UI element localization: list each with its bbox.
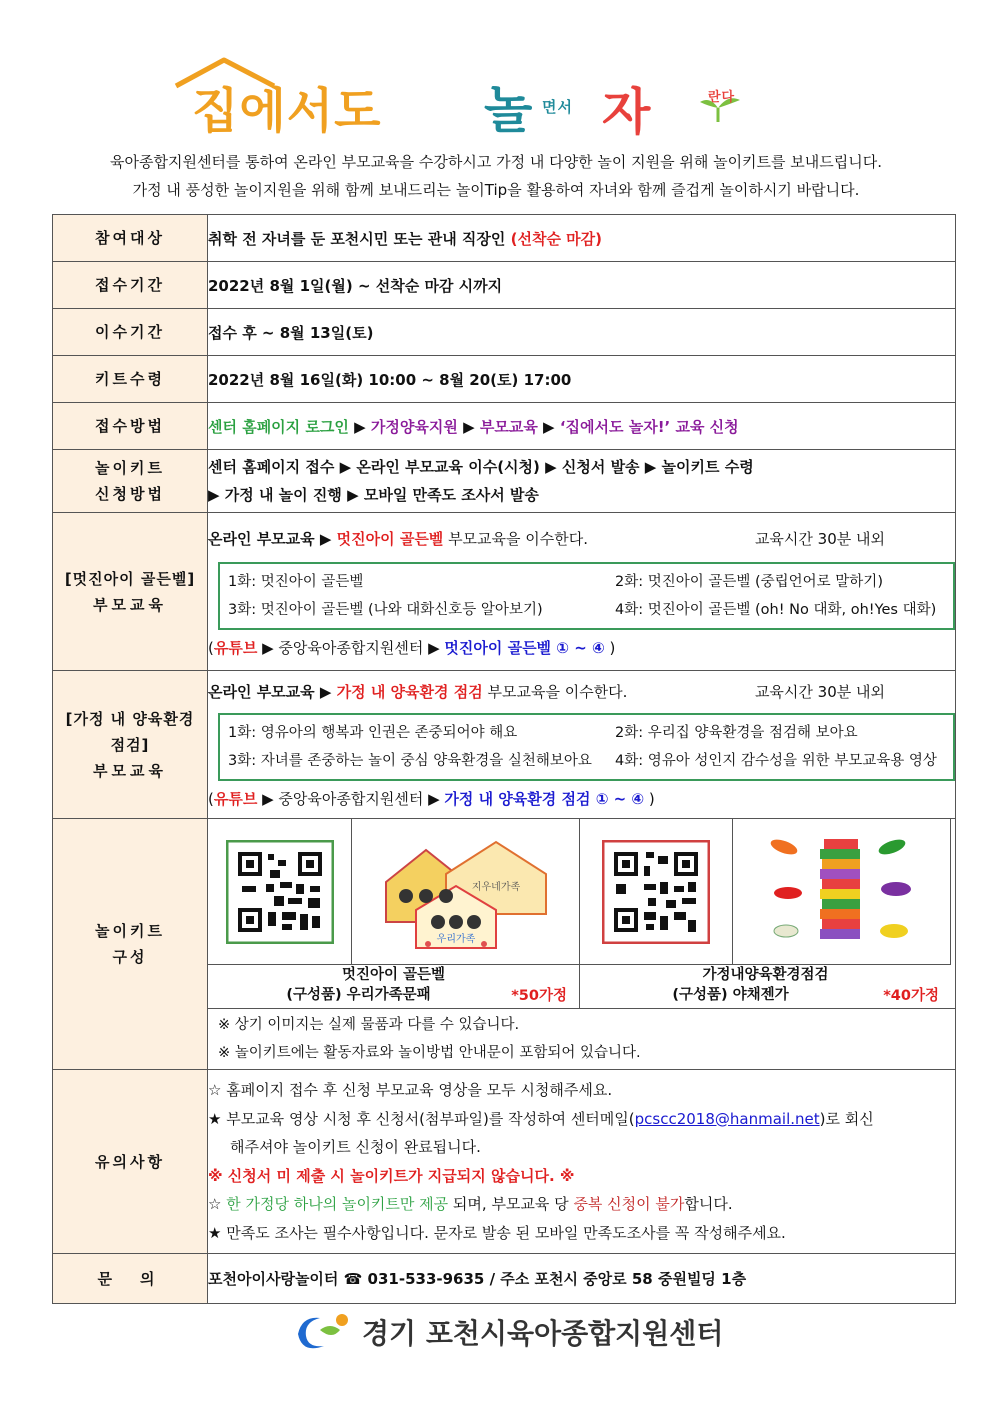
caution-4c: 되며, 부모교육 당	[448, 1195, 574, 1213]
caution-2a: ★ 부모교육 영상 시청 후 신청서(첨부파일)를 작성하여 센터메일(	[208, 1109, 635, 1128]
family-plaque-icon	[376, 832, 556, 952]
kit2-name: 가정내양육환경점검	[702, 967, 829, 983]
center-name: 경기 포천시육아종합지원센터	[362, 1317, 724, 1350]
label-apply-line1: 놀이키트	[95, 459, 165, 477]
edu2-session-1: 1화: 영유아의 행복과 인권은 존중되어야 해요	[228, 724, 518, 741]
footer	[0, 1304, 992, 1354]
center-email-link[interactable]: pcscc2018@hanmail.net	[634, 1109, 820, 1128]
kit2-quantity: *40가정	[883, 988, 939, 1004]
value-complete-period: 접수 후 ~ 8월 13일(토)	[208, 309, 956, 356]
label-target: 참여대상	[53, 215, 208, 262]
caution-4b: 한 가정당 하나의 놀이키트만 제공	[226, 1195, 449, 1213]
intro-line-2: 가정 내 풍성한 놀이지원을 위해 함께 보내드리는 놀이Tip을 활용하여 자녀와 함께 즐겁게 놀이하시기 바랍니다.	[132, 181, 860, 199]
label-kit-line2: 구성	[112, 948, 148, 966]
label-edu2	[53, 671, 208, 819]
plaque-family-name-text: 지우네가족	[471, 881, 520, 893]
edu2-session-4: 4화: 영유아 성인지 감수성을 위한 부모교육용 영상	[615, 752, 937, 769]
logo-text-part2-small: 면서	[542, 98, 573, 116]
value-edu1	[208, 513, 956, 671]
center-logo-icon	[290, 1308, 354, 1352]
kit2-item: (구성품) 야채젠가	[672, 987, 789, 1003]
kit-note-2: ※ 놀이키트에는 활동자료와 놀이방법 안내문이 포함되어 있습니다.	[218, 1045, 641, 1061]
value-kit	[208, 819, 956, 1070]
label-caution: 유의사항	[53, 1070, 208, 1254]
label-method: 접수방법	[53, 403, 208, 450]
qr-code-edu2[interactable]	[580, 819, 733, 964]
edu1-yt-title: 멋진아이 골든벨 ① ~ ④	[444, 638, 605, 657]
method-step-3: 부모교육	[479, 417, 538, 436]
value-apply	[208, 450, 956, 513]
intro-line-1: 육아종합지원센터를 통하여 온라인 부모교육을 수강하시고 가정 내 다양한 놀이 지원을 위해 놀이키트를 보내드립니다.	[110, 153, 882, 171]
edu1-pre: 온라인 부모교육 ▶	[208, 529, 337, 548]
caution-4	[208, 1190, 955, 1219]
caution-4e: 합니다.	[684, 1195, 733, 1213]
caution-2c: 해주셔야 놀이키트 신청이 완료됩니다.	[230, 1138, 481, 1156]
value-target	[208, 215, 956, 262]
edu1-session-1: 1화: 멋진아이 골든벨	[228, 573, 364, 590]
caution-4a: ☆	[208, 1195, 227, 1213]
row-target	[53, 215, 956, 262]
label-apply	[53, 450, 208, 513]
qr-code-edu1[interactable]	[208, 819, 352, 964]
row-caution	[53, 1070, 956, 1254]
value-edu2	[208, 671, 956, 819]
qr-code-icon	[226, 840, 334, 944]
edu2-yt-open: (	[208, 789, 214, 808]
row-edu1	[53, 513, 956, 671]
arrow-icon: ▶	[463, 417, 475, 436]
edu1-yt-mid: ▶ 중앙육아종합지원센터 ▶	[257, 638, 445, 657]
row-complete-period	[53, 309, 956, 356]
arrow-icon: ▶	[543, 417, 555, 436]
target-text: 취학 전 자녀를 둔 포천시민 또는 관내 직장인	[208, 229, 511, 248]
edu1-post: 부모교육을 이수한다.	[443, 529, 589, 548]
apply-line-1: 센터 홈페이지 접수 ▶ 온라인 부모교육 이수(시청) ▶ 신청서 발송 ▶ 놀이키트 수령	[208, 458, 754, 476]
row-kit	[53, 819, 956, 1070]
logo-text-part3-small: 란다	[708, 90, 736, 105]
row-edu2	[53, 671, 956, 819]
kit1-item: (구성품) 우리가족문패	[286, 987, 431, 1003]
edu2-pre: 온라인 부모교육 ▶	[208, 682, 337, 701]
vegetable-jenga-icon	[762, 827, 922, 957]
label-kit-line1: 놀이키트	[95, 922, 165, 940]
caution-4d: 중복 신청이 불가	[573, 1195, 685, 1213]
edu2-sessions-box	[218, 713, 955, 781]
label-edu2-line2: 점검]	[110, 735, 150, 754]
edu1-session-3: 3화: 멋진아이 골든벨 (나와 대화신호등 알아보기)	[228, 601, 543, 618]
youtube-label: 유튜브	[213, 638, 258, 657]
row-contact	[53, 1254, 956, 1304]
caution-1: ☆ 홈페이지 접수 후 신청 부모교육 영상을 모두 시청해주세요.	[208, 1081, 613, 1099]
label-kit-pickup: 키트수령	[53, 356, 208, 403]
kit1-quantity: *50가정	[511, 988, 567, 1004]
edu2-yt-title: 가정 내 양육환경 점검 ① ~ ④	[444, 789, 645, 808]
logo-text-part3: 자	[602, 83, 652, 141]
info-table	[52, 214, 956, 1304]
label-apply-line2: 신청방법	[95, 485, 165, 503]
edu2-time: 교육시간 30분 내외	[754, 682, 885, 701]
qr-code-icon	[602, 840, 710, 944]
edu2-highlight: 가정 내 양육환경 점검	[336, 682, 483, 701]
edu2-youtube-link[interactable]	[208, 785, 955, 813]
method-step-1: 센터 홈페이지 로그인	[208, 417, 349, 436]
row-receipt-period	[53, 262, 956, 309]
edu2-post: 부모교육을 이수한다.	[482, 682, 628, 701]
edu1-session-4: 4화: 멋진아이 골든벨 (oh! No 대화, oh!Yes 대화)	[615, 601, 937, 618]
value-contact: 포천아이사랑놀이터 ☎ 031-533-9635 / 주소 포천시 중앙로 58 중원빌딩 1층	[208, 1254, 956, 1304]
caution-3: ※ 신청서 미 제출 시 놀이키트가 지급되지 않습니다. ※	[208, 1166, 575, 1185]
edu2-session-2: 2화: 우리집 양육환경을 점검해 보아요	[615, 724, 858, 741]
value-receipt-period: 2022년 8월 1일(월) ~ 선착순 마감 시까지	[208, 262, 956, 309]
label-receipt-period: 접수기간	[53, 262, 208, 309]
edu2-yt-close: )	[644, 789, 655, 808]
label-kit	[53, 819, 208, 1070]
caution-2	[208, 1105, 955, 1134]
apply-line-2: ▶ 가정 내 놀이 진행 ▶ 모바일 만족도 조사서 발송	[208, 486, 539, 504]
value-method	[208, 403, 956, 450]
label-complete-period: 이수기간	[53, 309, 208, 356]
caution-2b: )로 회신	[819, 1109, 874, 1128]
row-kit-pickup	[53, 356, 956, 403]
kit1-name: 멋진아이 골든벨	[341, 967, 446, 983]
edu2-yt-mid: ▶ 중앙육아종합지원센터 ▶	[257, 789, 445, 808]
logo-text-part1: 집에서도	[192, 83, 382, 139]
family-plaque-image	[352, 819, 580, 964]
edu2-session-3: 3화: 자녀를 존중하는 놀이 중심 양육환경을 실천해보아요	[228, 752, 592, 769]
logo-text-part2: 놀	[484, 81, 534, 139]
row-apply	[53, 450, 956, 513]
edu1-summary	[208, 522, 588, 556]
label-contact: 문의	[53, 1254, 208, 1304]
label-edu1-line2: 부모교육	[93, 595, 167, 614]
kit-grid	[208, 819, 955, 1009]
kit-caption-edu1	[208, 964, 580, 1008]
plaque-family-text: 우리가족	[436, 933, 475, 945]
arrow-icon: ▶	[354, 417, 366, 436]
value-kit-pickup: 2022년 8월 16일(화) 10:00 ~ 8월 20(토) 17:00	[208, 356, 956, 403]
event-logo	[170, 56, 790, 141]
intro-text	[40, 148, 952, 204]
row-method	[53, 403, 956, 450]
method-step-2: 가정양육지원	[370, 417, 458, 436]
edu1-sessions-box	[218, 562, 955, 630]
edu1-youtube-link[interactable]	[208, 634, 955, 662]
edu1-session-2: 2화: 멋진아이 골든벨 (중립언어로 말하기)	[615, 573, 883, 590]
edu1-time: 교육시간 30분 내외	[754, 529, 885, 548]
label-edu1	[53, 513, 208, 671]
edu1-yt-open: (	[208, 638, 214, 657]
edu1-highlight: 멋진아이 골든벨	[336, 529, 444, 548]
kit-notes	[208, 1009, 955, 1069]
label-edu2-line1: [가정 내 양육환경	[65, 709, 195, 728]
method-step-4: ‘집에서도 놀자!’ 교육 신청	[559, 417, 739, 436]
label-edu2-line3: 부모교육	[93, 761, 167, 780]
edu1-yt-close: )	[604, 638, 616, 657]
kit-caption-edu2	[580, 964, 951, 1008]
vegetable-jenga-image	[733, 819, 951, 964]
value-caution	[208, 1070, 956, 1254]
caution-5: ★ 만족도 조사는 필수사항입니다. 문자로 발송 된 모바일 만족도조사를 꼭 작성해주세요.	[208, 1223, 786, 1242]
kit-note-1: ※ 상기 이미지는 실제 물품과 다를 수 있습니다.	[218, 1017, 520, 1033]
label-edu1-line1: [멋진아이 골든벨]	[64, 569, 196, 588]
youtube-label: 유튜브	[213, 789, 258, 808]
target-highlight: (선착순 마감)	[510, 229, 602, 248]
edu2-summary	[208, 677, 627, 707]
